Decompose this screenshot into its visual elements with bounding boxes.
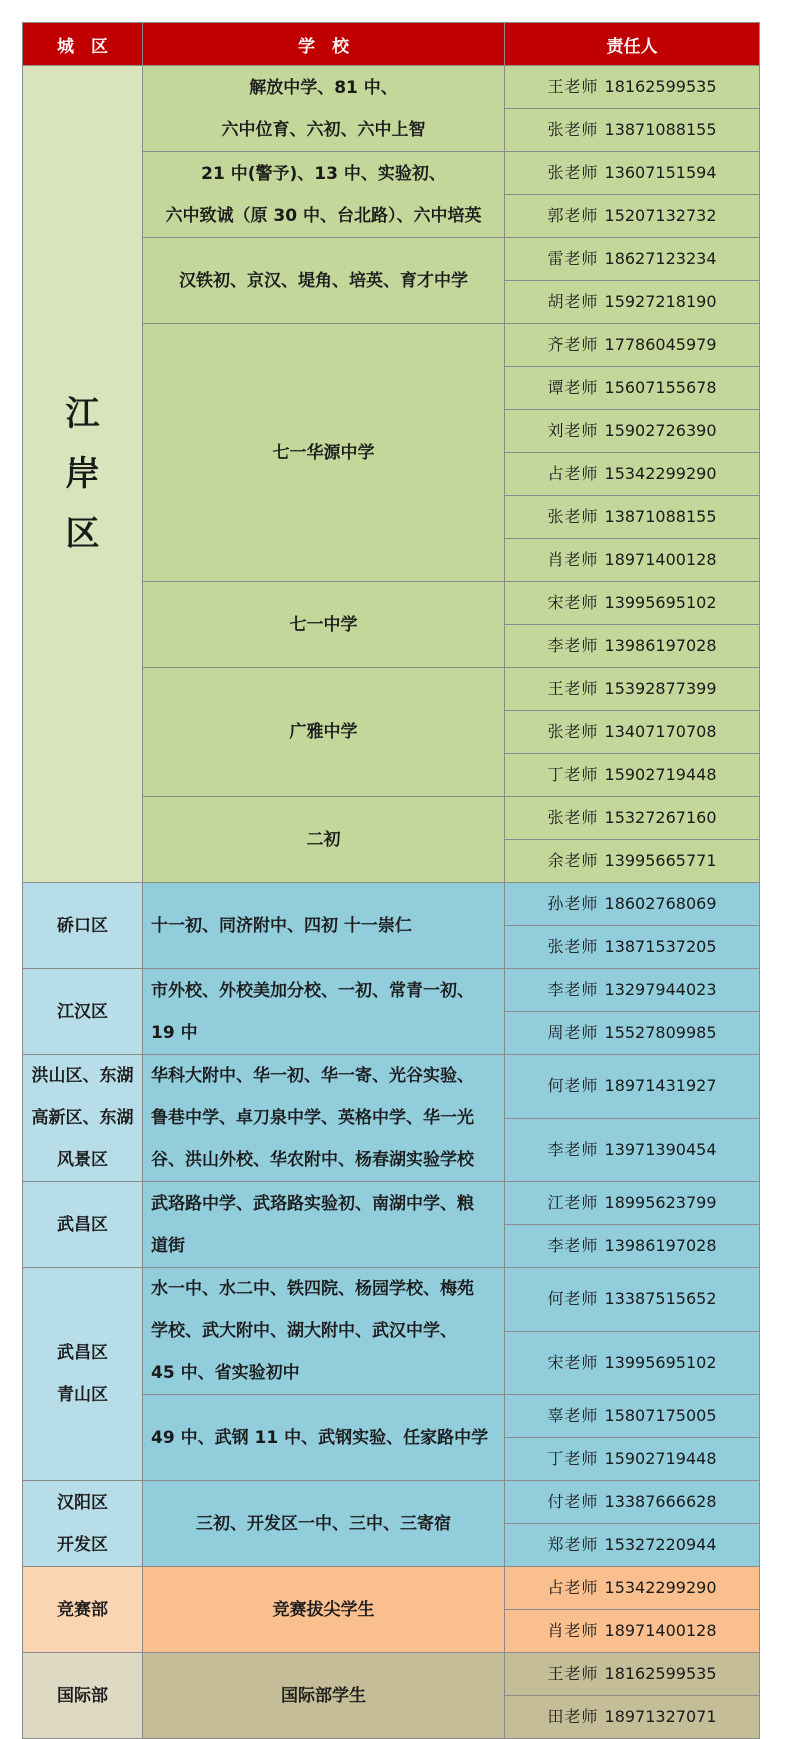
district-name: 武昌区 [57,1343,108,1363]
contact-entry [505,496,759,538]
contact-entry [505,109,759,151]
contact-cell [505,1268,760,1332]
contact-entry [505,883,759,925]
phone-number: 18971327071 [604,1707,717,1726]
contact-entry [505,1182,759,1224]
phone-number: 15927218190 [604,292,717,311]
school-names: 六中致诚（原 30 中、台北路）、六中培英 [165,205,482,226]
contact-cell [505,1225,760,1268]
district-name: 江 [65,394,100,434]
teacher-name: 雷老师 [547,249,599,268]
contact-cell [505,969,760,1012]
phone-number: 13871537205 [604,937,717,956]
teacher-name: 刘老师 [547,421,599,440]
contact-entry [505,1524,759,1566]
school-cell [143,582,505,668]
contact-cell [505,410,760,453]
table-header [23,23,760,66]
district-cell [23,883,143,969]
teacher-name: 何老师 [547,1289,599,1309]
contact-entry [505,1696,759,1738]
school-names: 国际部学生 [281,1685,366,1706]
contact-entry [505,66,759,108]
district-cell [23,1268,143,1481]
header-contact: 责任人 [505,23,760,66]
phone-number: 15392877399 [604,679,717,698]
phone-number: 15342299290 [604,1578,717,1597]
school-names: 21 中(警予)、13 中、实验初、 [201,163,446,184]
district-cell [23,1481,143,1567]
phone-number: 15527809985 [604,1023,717,1042]
teacher-name: 占老师 [547,464,599,483]
contact-cell [505,1438,760,1481]
school-cell [143,66,505,152]
school-cell [143,668,505,797]
contact-entry [505,582,759,624]
table-row [23,1653,760,1696]
phone-number: 13387515652 [604,1289,717,1309]
district-name: 青山区 [57,1385,108,1405]
district-name: 开发区 [57,1534,108,1555]
contact-entry [505,539,759,581]
contact-entry [505,797,759,839]
responsibility-table [22,22,760,1739]
contact-cell [505,625,760,668]
contact-entry [505,410,759,452]
contact-entry [505,1278,759,1320]
teacher-name: 辜老师 [547,1406,599,1425]
district-cell [23,1055,143,1182]
teacher-name: 郭老师 [547,206,599,225]
header-school: 学 校 [143,23,505,66]
contact-cell [505,711,760,754]
school-names: 汉铁初、京汉、堤角、培英、育才中学 [179,270,468,291]
school-names: 华科大附中、华一初、华一寄、光谷实验、 [151,1066,474,1086]
contact-cell [505,1182,760,1225]
teacher-name: 李老师 [547,980,599,999]
district-name: 竞赛部 [57,1599,108,1620]
phone-number: 18602768069 [604,894,717,913]
teacher-name: 张老师 [547,937,599,956]
contact-entry [505,1065,759,1107]
teacher-name: 张老师 [547,722,599,741]
contact-entry [505,1342,759,1384]
phone-number: 15327267160 [604,808,717,827]
phone-number: 18971400128 [604,1621,717,1640]
contact-entry [505,926,759,968]
contact-entry [505,1129,759,1171]
contact-cell [505,1055,760,1119]
teacher-name: 张老师 [547,120,599,139]
contact-cell [505,1610,760,1653]
school-names: 谷、洪山外校、华农附中、杨春湖实验学校 [151,1150,474,1170]
district-name: 风景区 [57,1150,108,1170]
contact-entry [505,453,759,495]
contact-entry [505,1653,759,1695]
teacher-name: 张老师 [547,808,599,827]
phone-number: 18162599535 [604,1664,717,1683]
contact-cell [505,926,760,969]
teacher-name: 江老师 [547,1193,599,1212]
district-cell [23,1653,143,1739]
district-cell [23,66,143,883]
contact-entry [505,711,759,753]
phone-number: 13986197028 [604,636,717,655]
table-row [23,66,760,109]
teacher-name: 付老师 [547,1492,599,1511]
teacher-name: 占老师 [547,1578,599,1597]
phone-number: 13387666628 [604,1492,717,1511]
contact-entry [505,969,759,1011]
contact-entry [505,367,759,409]
school-cell [143,1481,505,1567]
contact-cell [505,797,760,840]
contact-entry [505,238,759,280]
school-names: 45 中、省实验初中 [151,1363,300,1383]
school-cell [143,1055,505,1182]
school-names: 鲁巷中学、卓刀泉中学、英格中学、华一光 [151,1108,474,1128]
school-cell [143,1653,505,1739]
teacher-name: 何老师 [547,1076,599,1096]
phone-number: 13986197028 [604,1236,717,1255]
district-name: 高新区、东湖 [31,1108,134,1128]
school-names: 竞赛拔尖学生 [272,1599,375,1620]
contact-cell [505,1696,760,1739]
school-names: 19 中 [151,1022,198,1043]
teacher-name: 胡老师 [547,292,599,311]
contact-cell [505,1012,760,1055]
contact-cell [505,1331,760,1395]
district-name: 江汉区 [57,1001,108,1022]
district-name: 国际部 [57,1685,108,1706]
contact-cell [505,66,760,109]
district-name: 区 [65,514,100,554]
school-names: 三初、开发区一中、三中、三寄宿 [196,1513,451,1534]
phone-number: 15342299290 [604,464,717,483]
teacher-name: 宋老师 [547,593,599,612]
contact-cell [505,152,760,195]
phone-number: 15607155678 [604,378,717,397]
phone-number: 15902719448 [604,765,717,784]
contact-cell [505,840,760,883]
contact-entry [505,668,759,710]
phone-number: 18627123234 [604,249,717,268]
district-name: 洪山区、东湖 [31,1066,134,1086]
school-names: 广雅中学 [289,722,358,742]
school-names: 市外校、外校美加分校、一初、常青一初、 [151,980,474,1001]
district-name: 武昌区 [57,1214,108,1235]
district-name: 硚口区 [57,915,108,936]
contact-cell [505,367,760,410]
school-names: 七一华源中学 [272,442,375,463]
contact-entry [505,324,759,366]
contact-entry [505,1481,759,1523]
teacher-name: 李老师 [547,1139,599,1159]
district-name: 岸 [65,454,100,494]
school-cell [143,797,505,883]
phone-number: 13971390454 [604,1139,717,1159]
school-cell [143,1567,505,1653]
contact-cell [505,1653,760,1696]
school-cell [143,1268,505,1395]
school-names: 49 中、武钢 11 中、武钢实验、任家路中学 [151,1427,489,1448]
phone-number: 13995695102 [604,593,717,612]
contact-entry [505,1395,759,1437]
teacher-name: 王老师 [547,1664,599,1683]
contact-cell [505,582,760,625]
phone-number: 15902719448 [604,1449,717,1468]
school-cell [143,969,505,1055]
table-row [23,969,760,1012]
contact-cell [505,1524,760,1567]
contact-cell [505,1567,760,1610]
teacher-name: 张老师 [547,163,599,182]
contact-cell [505,195,760,238]
district-cell [23,1567,143,1653]
contact-entry [505,1438,759,1480]
contact-entry [505,1610,759,1652]
teacher-name: 余老师 [547,851,599,870]
phone-number: 13607151594 [604,163,717,182]
contact-cell [505,668,760,711]
teacher-name: 张老师 [547,507,599,526]
teacher-name: 谭老师 [547,378,599,397]
teacher-name: 肖老师 [547,1621,599,1640]
district-cell [23,969,143,1055]
school-cell [143,1182,505,1268]
table-row [23,1481,760,1524]
school-names: 七一中学 [289,614,358,635]
phone-number: 15207132732 [604,206,717,225]
phone-number: 13297944023 [604,980,717,999]
contact-cell [505,109,760,152]
teacher-name: 李老师 [547,636,599,655]
contact-entry [505,840,759,882]
school-names: 学校、武大附中、湖大附中、武汉中学、 [151,1321,457,1341]
table-body [23,66,760,1739]
contact-entry [505,1012,759,1054]
contact-entry [505,195,759,237]
phone-number: 13995665771 [604,851,717,870]
teacher-name: 肖老师 [547,550,599,569]
teacher-name: 丁老师 [547,765,599,784]
contact-cell [505,496,760,539]
teacher-name: 丁老师 [547,1449,599,1468]
contact-cell [505,238,760,281]
school-names: 十一初、同济附中、四初 十一崇仁 [151,915,412,936]
school-cell [143,152,505,238]
district-name: 汉阳区 [57,1492,108,1513]
teacher-name: 郑老师 [547,1535,599,1554]
school-names: 二初 [306,829,341,850]
phone-number: 18162599535 [604,77,717,96]
table-row [23,1268,760,1332]
table-row [23,1055,760,1119]
school-names: 道街 [151,1235,185,1256]
contact-cell [505,1118,760,1182]
teacher-name: 孙老师 [547,894,599,913]
contact-entry [505,1225,759,1267]
contact-cell [505,754,760,797]
contact-cell [505,324,760,367]
school-names: 解放中学、81 中、 [249,77,398,98]
contact-cell [505,453,760,496]
teacher-name: 周老师 [547,1023,599,1042]
phone-number: 13407170708 [604,722,717,741]
responsibility-table-container [22,22,759,1739]
table-row [23,1567,760,1610]
school-cell [143,1395,505,1481]
table-row [23,883,760,926]
header-row [23,23,760,66]
phone-number: 18971400128 [604,550,717,569]
contact-cell [505,281,760,324]
teacher-name: 宋老师 [547,1352,599,1372]
teacher-name: 王老师 [547,77,599,96]
phone-number: 15902726390 [604,421,717,440]
contact-entry [505,281,759,323]
contact-entry [505,625,759,667]
contact-entry [505,152,759,194]
phone-number: 13995695102 [604,1352,717,1372]
phone-number: 18971431927 [604,1076,717,1096]
table-row [23,1182,760,1225]
teacher-name: 田老师 [547,1707,599,1726]
phone-number: 15807175005 [604,1406,717,1425]
contact-entry [505,754,759,796]
contact-entry [505,1567,759,1609]
phone-number: 17786045979 [604,335,717,354]
school-names: 水一中、水二中、铁四院、杨园学校、梅苑 [151,1279,474,1299]
header-district: 城 区 [23,23,143,66]
contact-cell [505,1395,760,1438]
phone-number: 15327220944 [604,1535,717,1554]
school-cell [143,883,505,969]
school-cell [143,238,505,324]
phone-number: 13871088155 [604,507,717,526]
contact-cell [505,539,760,582]
contact-cell [505,883,760,926]
school-names: 武珞路中学、武珞路实验初、南湖中学、粮 [151,1193,474,1214]
contact-cell [505,1481,760,1524]
phone-number: 13871088155 [604,120,717,139]
teacher-name: 齐老师 [547,335,599,354]
teacher-name: 王老师 [547,679,599,698]
school-cell [143,324,505,582]
district-cell [23,1182,143,1268]
teacher-name: 李老师 [547,1236,599,1255]
phone-number: 18995623799 [604,1193,717,1212]
school-names: 六中位育、六初、六中上智 [221,119,426,140]
